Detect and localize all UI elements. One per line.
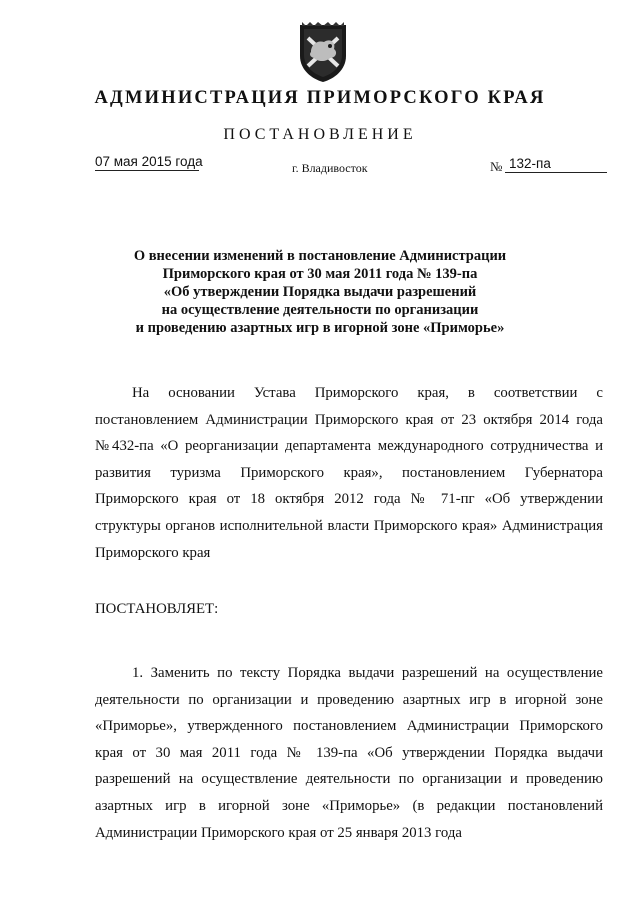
organization-title: АДМИНИСТРАЦИЯ ПРИМОРСКОГО КРАЯ	[94, 88, 546, 108]
number-label: №	[490, 159, 503, 174]
coat-of-arms-emblem	[296, 22, 350, 84]
document-number: 132-па	[505, 156, 607, 173]
item-1-paragraph	[95, 660, 603, 846]
resolves-text: ПОСТАНОВЛЯЕТ:	[95, 601, 219, 617]
preamble-paragraph	[95, 380, 603, 566]
document-city: г. Владивосток	[292, 161, 368, 175]
resolves-paragraph	[95, 596, 603, 623]
heading-line: и проведению азартных игр в игорной зоне «Приморье»	[135, 320, 505, 336]
heading-line: Приморского края от 30 мая 2011 года № 139-па	[162, 266, 478, 282]
heading-line: на осуществление деятельности по организации	[161, 302, 479, 318]
preamble-text: На основании Устава Приморского края, в соответствии с постановлением Администрации Приморского края от 23 октября 2014 года №432-па «О реорганизации департамента международного сотрудничества и развития туризма Приморского края», постановлением Губернатора Приморского края от 18 октября 2012 года № 71-пг «Об утверждении структуры органов исполнительной власти Приморского края» Администрация Приморского края	[95, 385, 603, 561]
item-1-text: 1. Заменить по тексту Порядка выдачи разрешений на осуществление деятельности по организации и проведению азартных игр в игорной зоне «Приморье», утвержденного постановлением Администрации Приморского края от 30 мая 2011 года № 139-па «Об утверждении Порядка выдачи разрешений на осуществление деятельности по организации и проведению азартных игр в игорной зоне «Приморье» (в редакции постановлений Администрации Приморского края от 25 января 2013 года	[95, 665, 603, 841]
heading-line: «Об утверждении Порядка выдачи разрешений	[163, 284, 477, 300]
document-heading	[0, 247, 640, 337]
heading-line: О внесении изменений в постановление Администрации	[133, 248, 507, 264]
document-type: ПОСТАНОВЛЕНИЕ	[223, 126, 417, 143]
document-date: 07 мая 2015 года	[95, 154, 203, 169]
